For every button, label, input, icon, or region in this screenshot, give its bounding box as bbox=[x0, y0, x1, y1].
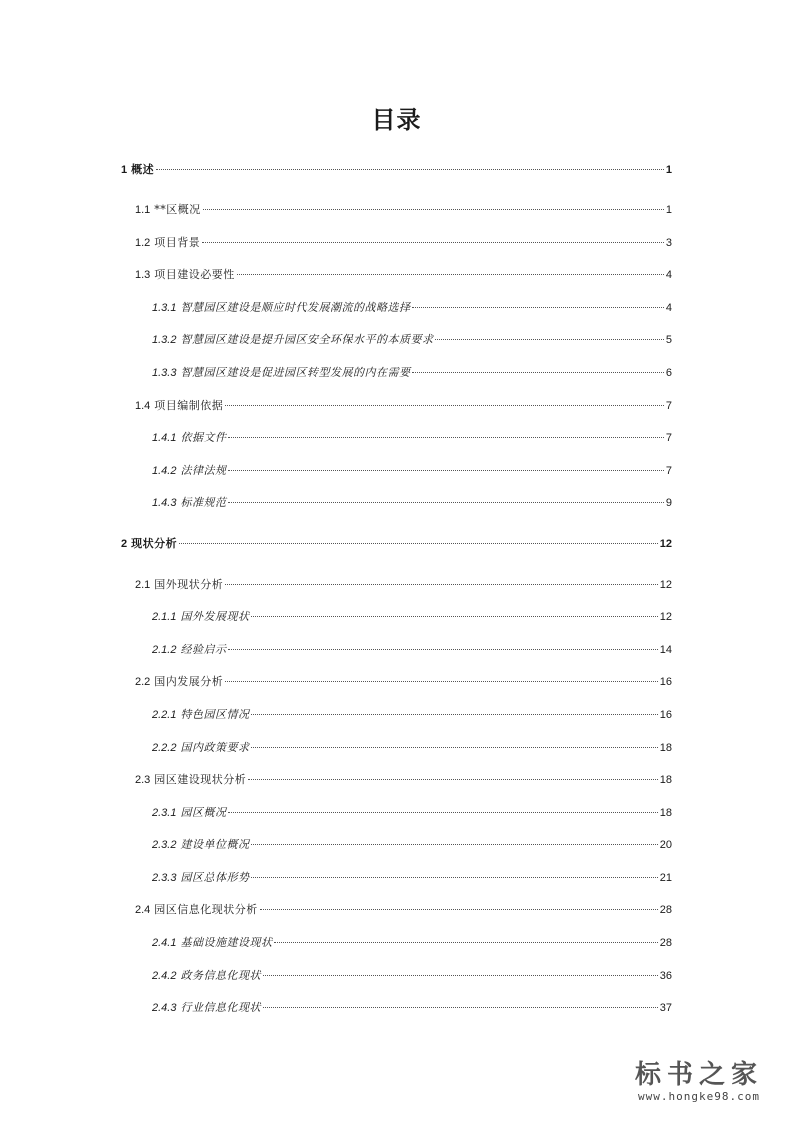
toc-entry[interactable] bbox=[121, 532, 672, 551]
toc-entry[interactable] bbox=[152, 996, 672, 1015]
toc-dot-leader bbox=[237, 260, 664, 275]
toc-dot-leader bbox=[412, 358, 663, 373]
toc-entry-page: 4 bbox=[665, 269, 672, 281]
toc-entry-number: 2.2 bbox=[135, 676, 151, 688]
toc-dot-leader bbox=[228, 456, 663, 471]
toc-entry-page: 12 bbox=[659, 538, 672, 550]
toc-entry-page: 14 bbox=[659, 644, 672, 656]
toc-dot-leader bbox=[228, 488, 663, 503]
toc-entry-title: 园区信息化现状分析 bbox=[154, 903, 258, 916]
toc-entry-title: 园区总体形势 bbox=[180, 871, 250, 884]
toc-entry-title: 国外现状分析 bbox=[154, 578, 224, 591]
toc-dot-leader bbox=[248, 765, 657, 780]
toc-entry-number: 2.1.2 bbox=[152, 644, 177, 656]
toc-entry[interactable] bbox=[135, 394, 672, 413]
toc-entry-title: 项目编制依据 bbox=[154, 399, 224, 412]
toc-entry[interactable] bbox=[135, 263, 672, 282]
toc-entry-page: 28 bbox=[659, 904, 672, 916]
toc-entry-title: 国外发展现状 bbox=[180, 610, 250, 623]
toc-entry[interactable] bbox=[152, 931, 672, 950]
toc-entry-page: 18 bbox=[659, 742, 672, 754]
toc-entry[interactable] bbox=[152, 328, 672, 347]
toc-entry-page: 7 bbox=[665, 432, 672, 444]
toc-entry-number: 1.3.3 bbox=[152, 367, 177, 379]
toc-entry-number: 1.4.2 bbox=[152, 465, 177, 477]
toc-dot-leader bbox=[179, 529, 658, 544]
toc-entry-page: 36 bbox=[659, 970, 672, 982]
toc-dot-leader bbox=[228, 423, 663, 438]
toc-entry[interactable] bbox=[135, 231, 672, 250]
page-title: 目录 bbox=[371, 106, 422, 134]
toc-entry[interactable] bbox=[152, 638, 672, 657]
toc-dot-leader bbox=[274, 928, 657, 943]
toc-entry-title: 项目建设必要性 bbox=[154, 268, 235, 281]
toc-dot-leader bbox=[263, 993, 658, 1008]
toc-dot-leader bbox=[263, 961, 658, 976]
toc-dot-leader bbox=[435, 325, 663, 340]
toc-entry-number: 2.1 bbox=[135, 579, 151, 591]
toc-entry-page: 1 bbox=[665, 164, 672, 176]
toc-entry-page: 7 bbox=[665, 465, 672, 477]
toc-entry-title: 园区建设现状分析 bbox=[154, 773, 247, 786]
toc-entry[interactable] bbox=[135, 768, 672, 787]
toc-dot-leader bbox=[225, 391, 664, 406]
toc-entry[interactable] bbox=[152, 361, 672, 380]
toc-entry-title: 国内政策要求 bbox=[180, 741, 250, 754]
toc-entry-number: 2.2.2 bbox=[152, 742, 177, 754]
toc-entry-page: 16 bbox=[659, 709, 672, 721]
toc-entry-number: 2 bbox=[121, 538, 128, 550]
toc-entry-title: 特色园区情况 bbox=[180, 708, 250, 721]
toc-entry-page: 4 bbox=[665, 302, 672, 314]
toc-dot-leader bbox=[251, 863, 657, 878]
toc-entry-number: 2.4.1 bbox=[152, 937, 177, 949]
toc-entry-number: 2.4 bbox=[135, 904, 151, 916]
toc-entry-number: 2.3.2 bbox=[152, 839, 177, 851]
toc-entry[interactable] bbox=[135, 198, 672, 217]
toc-entry-title: 政务信息化现状 bbox=[180, 969, 261, 982]
toc-entry-page: 21 bbox=[659, 872, 672, 884]
toc-dot-leader bbox=[228, 635, 657, 650]
toc-entry-page: 12 bbox=[659, 611, 672, 623]
toc-entry[interactable] bbox=[135, 898, 672, 917]
toc-entry-page: 12 bbox=[659, 579, 672, 591]
toc-entry[interactable] bbox=[152, 459, 672, 478]
toc-entry-page: 16 bbox=[659, 676, 672, 688]
toc-entry-page: 7 bbox=[665, 400, 672, 412]
toc-entry-number: 2.3 bbox=[135, 774, 151, 786]
toc-entry-title: 基础设施建设现状 bbox=[180, 936, 273, 949]
toc-entry-number: 2.2.1 bbox=[152, 709, 177, 721]
toc-dot-leader bbox=[225, 667, 657, 682]
toc-entry[interactable] bbox=[135, 670, 672, 689]
toc-entry-title: 法律法规 bbox=[180, 464, 227, 477]
toc-dot-leader bbox=[203, 195, 664, 210]
toc-entry[interactable] bbox=[152, 491, 672, 510]
toc-dot-leader bbox=[251, 733, 657, 748]
toc-entry-number: 1.4 bbox=[135, 400, 151, 412]
toc-entry[interactable] bbox=[121, 158, 672, 177]
toc-entry-number: 1.1 bbox=[135, 204, 151, 216]
toc-entry-title: 现状分析 bbox=[131, 537, 178, 550]
toc-entry-page: 3 bbox=[665, 237, 672, 249]
toc-entry[interactable] bbox=[152, 296, 672, 315]
toc-entry-title: 国内发展分析 bbox=[154, 675, 224, 688]
toc-entry[interactable] bbox=[152, 866, 672, 885]
toc-dot-leader bbox=[202, 228, 664, 243]
toc-entry[interactable] bbox=[152, 605, 672, 624]
toc-dot-leader bbox=[228, 798, 657, 813]
toc-entry-page: 18 bbox=[659, 807, 672, 819]
toc-entry[interactable] bbox=[152, 964, 672, 983]
toc-entry-title: 园区概况 bbox=[180, 806, 227, 819]
toc-dot-leader bbox=[251, 830, 657, 845]
toc-entry[interactable] bbox=[152, 703, 672, 722]
toc-entry-page: 9 bbox=[665, 497, 672, 509]
toc-dot-leader bbox=[156, 155, 664, 170]
toc-entry-number: 2.4.2 bbox=[152, 970, 177, 982]
toc-entry-page: 1 bbox=[665, 204, 672, 216]
toc-entry-title: 项目背景 bbox=[154, 236, 201, 249]
toc-entry-page: 28 bbox=[659, 937, 672, 949]
toc-entry-number: 2.1.1 bbox=[152, 611, 177, 623]
toc-entry-page: 5 bbox=[665, 334, 672, 346]
toc-entry-number: 2.4.3 bbox=[152, 1002, 177, 1014]
toc-entry[interactable] bbox=[152, 736, 672, 755]
toc-entry[interactable] bbox=[152, 426, 672, 445]
toc-entry[interactable] bbox=[152, 801, 672, 820]
toc-dot-leader bbox=[251, 602, 657, 617]
toc-entry-title: 智慧园区建设是提升园区安全环保水平的本质要求 bbox=[180, 333, 434, 346]
toc-dot-leader bbox=[225, 570, 657, 585]
toc-entry-title: 智慧园区建设是顺应时代发展潮流的战略选择 bbox=[180, 301, 411, 314]
toc-entry-number: 2.3.1 bbox=[152, 807, 177, 819]
toc-entry-number: 1.4.3 bbox=[152, 497, 177, 509]
toc-entry-number: 1.3 bbox=[135, 269, 151, 281]
toc-entry-title: 行业信息化现状 bbox=[180, 1001, 261, 1014]
toc-entry-number: 2.3.3 bbox=[152, 872, 177, 884]
watermark-url: www.hongke98.com bbox=[638, 1090, 760, 1103]
toc-entry-page: 20 bbox=[659, 839, 672, 851]
toc-entry-title: 依据文件 bbox=[180, 431, 227, 444]
toc-dot-leader bbox=[251, 700, 657, 715]
toc-dot-leader bbox=[412, 293, 663, 308]
toc-entry-number: 1 bbox=[121, 164, 128, 176]
toc-entry-title: **区概况 bbox=[154, 203, 201, 216]
toc-entry-page: 6 bbox=[665, 367, 672, 379]
toc-entry[interactable] bbox=[135, 573, 672, 592]
toc-entry-title: 标准规范 bbox=[180, 496, 227, 509]
toc-entry-number: 1.3.1 bbox=[152, 302, 177, 314]
toc-entry-number: 1.3.2 bbox=[152, 334, 177, 346]
toc-entry-title: 智慧园区建设是促进园区转型发展的内在需要 bbox=[180, 366, 411, 379]
toc-entry-number: 1.4.1 bbox=[152, 432, 177, 444]
toc-entry[interactable] bbox=[152, 833, 672, 852]
toc-entry-page: 18 bbox=[659, 774, 672, 786]
toc-entry-title: 概述 bbox=[131, 163, 155, 176]
watermark-logo bbox=[619, 1060, 779, 1104]
watermark-title: 标书之家 bbox=[634, 1060, 763, 1090]
toc-entry-number: 1.2 bbox=[135, 237, 151, 249]
toc-dot-leader bbox=[260, 895, 658, 910]
toc-entry-title: 经验启示 bbox=[180, 643, 227, 656]
toc-entry-title: 建设单位概况 bbox=[180, 838, 250, 851]
toc-entry-page: 37 bbox=[659, 1002, 672, 1014]
